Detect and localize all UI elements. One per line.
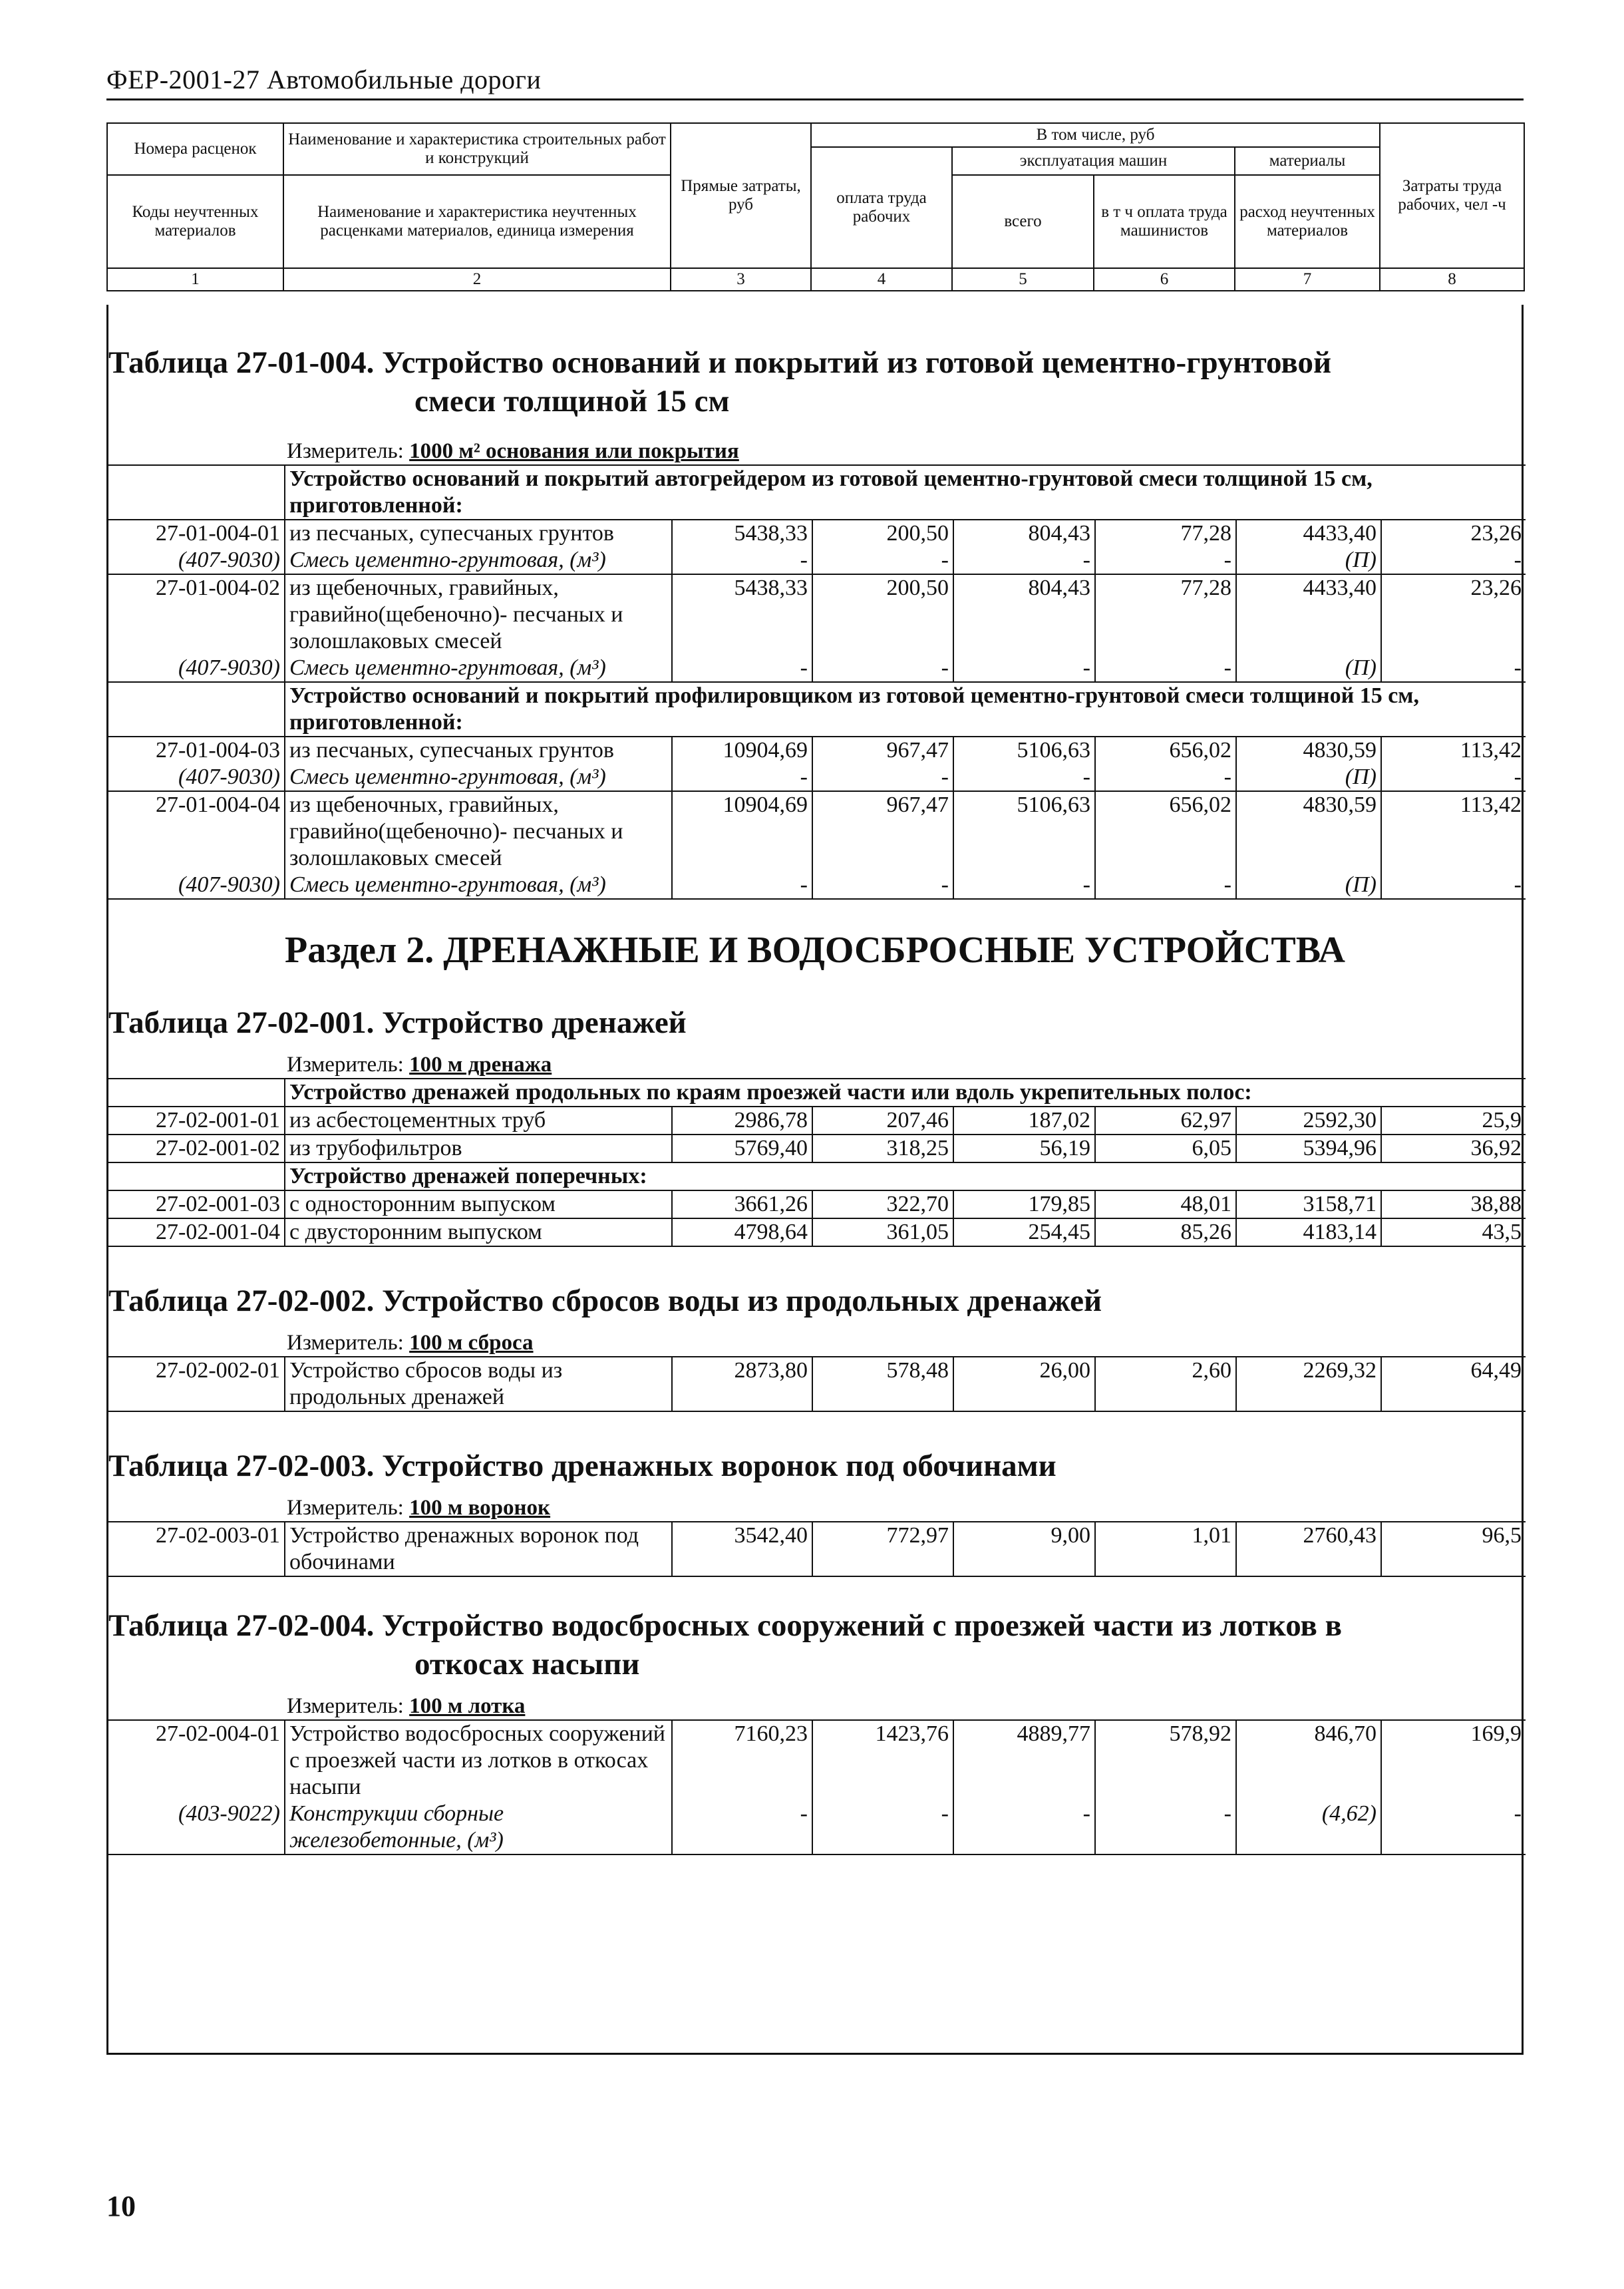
machines-total: 4889,77 — [953, 1720, 1095, 1801]
labor-hours: 96,5 — [1381, 1522, 1526, 1576]
group-row — [108, 1162, 1526, 1190]
machines-total: 187,02 — [953, 1107, 1095, 1135]
table-title-27-02-002: Таблица 27-02-002. Устройство сбросов воды из продольных дренажей — [108, 1284, 1102, 1318]
header-col1-bottom: Коды неучтенных материалов — [107, 175, 283, 268]
table-row — [108, 1107, 1526, 1135]
material-code: (407-9030) — [108, 764, 285, 791]
dash: - — [1381, 764, 1526, 791]
table-title-line1: Таблица 27-02-004. Устройство водосбросных сооружений с проезжей части из лотков в — [108, 1608, 1343, 1643]
header-labor-hours: Затраты труда рабочих, чел -ч — [1380, 123, 1524, 268]
table-row — [108, 574, 1526, 655]
table-title-27-02-003: Таблица 27-02-003. Устройство дренажных воронок под обочинами — [108, 1449, 1056, 1483]
rate-code: 27-02-003-01 — [108, 1522, 285, 1576]
labor-pay: 1423,76 — [812, 1720, 953, 1801]
dash: - — [812, 547, 953, 574]
group-label: Устройство оснований и покрытий автогрейдером из готовой цементно-грунтовой смеси толщиной 15 см, приготовленной: — [285, 465, 1526, 520]
header-rule — [106, 98, 1524, 100]
drivers-pay: 48,01 — [1095, 1190, 1236, 1218]
material-usage: (П) — [1236, 655, 1381, 682]
meter-value: 100 м сброса — [409, 1331, 534, 1355]
dash: - — [1095, 1801, 1236, 1854]
column-header-table — [106, 122, 1525, 291]
material-code: (407-9030) — [108, 655, 285, 682]
group-row — [108, 682, 1526, 737]
drivers-pay: 77,28 — [1095, 520, 1236, 547]
material-row — [108, 655, 1526, 682]
material-row — [108, 872, 1526, 899]
header-num-7: 7 — [1235, 268, 1380, 291]
rate-code: 27-02-001-01 — [108, 1107, 285, 1135]
meter-value: 1000 м² основания или покрытия — [409, 439, 739, 463]
group-row — [108, 1079, 1526, 1107]
machines-total: 5106,63 — [953, 737, 1095, 764]
drivers-pay: 578,92 — [1095, 1720, 1236, 1801]
data-table-27-01-004 — [108, 464, 1526, 900]
content-frame — [106, 305, 1524, 2055]
dash: - — [953, 872, 1095, 899]
table-row — [108, 1522, 1526, 1576]
material-row — [108, 547, 1526, 574]
header-unaccounted: расход неучтенных материалов — [1235, 175, 1380, 268]
labor-pay: 318,25 — [812, 1135, 953, 1162]
rate-code: 27-01-004-01 — [108, 520, 285, 547]
labor-pay: 200,50 — [812, 574, 953, 655]
header-num-4: 4 — [811, 268, 952, 291]
work-name: из песчаных, супесчаных грунтов — [285, 520, 672, 547]
machines-total: 179,85 — [953, 1190, 1095, 1218]
meter-value: 100 м воронок — [409, 1496, 551, 1520]
drivers-pay: 77,28 — [1095, 574, 1236, 655]
meter-27-02-002 — [108, 1329, 1522, 1356]
labor-hours: 43,5 — [1381, 1218, 1526, 1246]
material-name: Смесь цементно-грунтовая, (м³) — [285, 547, 672, 574]
group-label: Устройство оснований и покрытий профилировщиком из готовой цементно-грунтовой смеси толщиной 15 см, приготовленной: — [285, 682, 1526, 737]
table-row — [108, 737, 1526, 764]
header-materials: материалы — [1235, 147, 1380, 175]
material-code: (407-9030) — [108, 872, 285, 899]
meter-value: 100 м лотка — [409, 1694, 526, 1718]
meter-prefix: Измеритель: — [287, 1053, 410, 1077]
meter-prefix: Измеритель: — [287, 1331, 410, 1355]
direct-cost: 2986,78 — [672, 1107, 812, 1135]
dash: - — [1381, 547, 1526, 574]
work-name: Устройство дренажных воронок под обочинами — [285, 1522, 672, 1576]
header-num-1: 1 — [107, 268, 283, 291]
group-label: Устройство дренажей поперечных: — [285, 1162, 1526, 1190]
labor-hours: 38,88 — [1381, 1190, 1526, 1218]
header-num-5: 5 — [952, 268, 1094, 291]
header-col2-bottom: Наименование и характеристика неучтенных расценками материалов, единица измерения — [283, 175, 671, 268]
page-number: 10 — [106, 2190, 136, 2222]
material-usage: (П) — [1236, 872, 1381, 899]
machines-total: 804,43 — [953, 520, 1095, 547]
work-name: Устройство водосбросных сооружений с проезжей части из лотков в откосах насыпи — [285, 1720, 672, 1801]
material-code: (407-9030) — [108, 547, 285, 574]
machines-total: 254,45 — [953, 1218, 1095, 1246]
materials-cost: 4433,40 — [1236, 520, 1381, 547]
header-num-6: 6 — [1094, 268, 1235, 291]
header-machines: эксплуатация машин — [952, 147, 1235, 175]
rate-code: 27-01-004-02 — [108, 574, 285, 655]
machines-total: 26,00 — [953, 1357, 1095, 1411]
header-col3: Прямые затраты, руб — [671, 123, 811, 268]
labor-pay: 322,70 — [812, 1190, 953, 1218]
dash: - — [812, 1801, 953, 1854]
direct-cost: 3661,26 — [672, 1190, 812, 1218]
header-col2-top: Наименование и характеристика строительных работ и конструкций — [283, 123, 671, 175]
material-usage: (П) — [1236, 764, 1381, 791]
machines-total: 804,43 — [953, 574, 1095, 655]
material-name: Смесь цементно-грунтовая, (м³) — [285, 764, 672, 791]
material-usage: (4,62) — [1236, 1801, 1381, 1854]
header-num-3: 3 — [671, 268, 811, 291]
header-num-8: 8 — [1380, 268, 1524, 291]
meter-27-01-004 — [108, 438, 1522, 464]
drivers-pay: 656,02 — [1095, 791, 1236, 872]
drivers-pay: 2,60 — [1095, 1357, 1236, 1411]
labor-hours: 23,26 — [1381, 520, 1526, 547]
group-row — [108, 465, 1526, 520]
drivers-pay: 1,01 — [1095, 1522, 1236, 1576]
direct-cost: 10904,69 — [672, 791, 812, 872]
labor-pay: 772,97 — [812, 1522, 953, 1576]
header-total: всего — [952, 175, 1094, 268]
meter-value: 100 м дренажа — [409, 1053, 552, 1077]
table-title-line1: Таблица 27-01-004. Устройство оснований и покрытий из готовой цементно-грунтовой — [108, 345, 1332, 380]
dash: - — [672, 764, 812, 791]
dash: - — [672, 547, 812, 574]
materials-cost: 2760,43 — [1236, 1522, 1381, 1576]
materials-cost: 4183,14 — [1236, 1218, 1381, 1246]
labor-pay: 967,47 — [812, 737, 953, 764]
material-usage: (П) — [1236, 547, 1381, 574]
dash: - — [812, 655, 953, 682]
direct-cost: 5769,40 — [672, 1135, 812, 1162]
rate-code: 27-02-001-02 — [108, 1135, 285, 1162]
work-name: из песчаных, супесчаных грунтов — [285, 737, 672, 764]
header-col1-top: Номера расценок — [107, 123, 283, 175]
table-row — [108, 1357, 1526, 1411]
dash: - — [672, 655, 812, 682]
labor-pay: 200,50 — [812, 520, 953, 547]
dash: - — [812, 872, 953, 899]
meter-27-02-001 — [108, 1051, 1522, 1078]
labor-hours: 64,49 — [1381, 1357, 1526, 1411]
materials-cost: 3158,71 — [1236, 1190, 1381, 1218]
drivers-pay: 62,97 — [1095, 1107, 1236, 1135]
work-name: Устройство сбросов воды из продольных дренажей — [285, 1357, 672, 1411]
dash: - — [953, 655, 1095, 682]
labor-hours: 113,42 — [1381, 737, 1526, 764]
table-row — [108, 791, 1526, 872]
meter-27-02-004 — [108, 1693, 1522, 1719]
rate-code: 27-02-001-03 — [108, 1190, 285, 1218]
table-row — [108, 1218, 1526, 1246]
dash: - — [1095, 872, 1236, 899]
dash: - — [672, 1801, 812, 1854]
material-name: Смесь цементно-грунтовая, (м³) — [285, 655, 672, 682]
materials-cost: 5394,96 — [1236, 1135, 1381, 1162]
machines-total: 9,00 — [953, 1522, 1095, 1576]
machines-total: 5106,63 — [953, 791, 1095, 872]
material-name: Смесь цементно-грунтовая, (м³) — [285, 872, 672, 899]
data-table-27-02-001 — [108, 1078, 1526, 1247]
running-head: ФЕР-2001-27 Автомобильные дороги — [106, 65, 542, 94]
dash: - — [672, 872, 812, 899]
rate-code: 27-02-002-01 — [108, 1357, 285, 1411]
dash: - — [1095, 547, 1236, 574]
material-row — [108, 1801, 1526, 1854]
header-num-2: 2 — [283, 268, 671, 291]
table-row — [108, 1720, 1526, 1801]
rate-code: 27-01-004-04 — [108, 791, 285, 872]
materials-cost: 4830,59 — [1236, 737, 1381, 764]
meter-prefix: Измеритель: — [287, 1496, 410, 1520]
labor-hours: 113,42 — [1381, 791, 1526, 872]
data-table-27-02-002 — [108, 1356, 1526, 1412]
section-title: Раздел 2. ДРЕНАЖНЫЕ И ВОДОСБРОСНЫЕ УСТРОЙСТВА — [285, 930, 1345, 971]
drivers-pay: 6,05 — [1095, 1135, 1236, 1162]
dash: - — [1095, 655, 1236, 682]
drivers-pay: 85,26 — [1095, 1218, 1236, 1246]
labor-pay: 207,46 — [812, 1107, 953, 1135]
table-row — [108, 1190, 1526, 1218]
materials-cost: 4433,40 — [1236, 574, 1381, 655]
direct-cost: 5438,33 — [672, 520, 812, 547]
labor-pay: 967,47 — [812, 791, 953, 872]
work-name: из щебеночных, гравийных, гравийно(щебеночно)- песчаных и золошлаковых смесей — [285, 791, 672, 872]
direct-cost: 10904,69 — [672, 737, 812, 764]
rate-code: 27-01-004-03 — [108, 737, 285, 764]
direct-cost: 4798,64 — [672, 1218, 812, 1246]
work-name: из асбестоцементных труб — [285, 1107, 672, 1135]
dash: - — [953, 764, 1095, 791]
material-name: Конструкции сборные железобетонные, (м³) — [285, 1801, 672, 1854]
direct-cost: 5438,33 — [672, 574, 812, 655]
labor-hours: 169,9 — [1381, 1720, 1526, 1801]
direct-cost: 3542,40 — [672, 1522, 812, 1576]
work-name: с двусторонним выпуском — [285, 1218, 672, 1246]
labor-hours: 23,26 — [1381, 574, 1526, 655]
drivers-pay: 656,02 — [1095, 737, 1236, 764]
materials-cost: 846,70 — [1236, 1720, 1381, 1801]
dash: - — [1381, 872, 1526, 899]
dash: - — [953, 1801, 1095, 1854]
header-incl-drivers: в т ч оплата труда машинистов — [1094, 175, 1235, 268]
dash: - — [953, 547, 1095, 574]
work-name: из трубофильтров — [285, 1135, 672, 1162]
dash: - — [812, 764, 953, 791]
machines-total: 56,19 — [953, 1135, 1095, 1162]
labor-hours: 25,9 — [1381, 1107, 1526, 1135]
work-name: с односторонним выпуском — [285, 1190, 672, 1218]
header-labor-pay: оплата труда рабочих — [811, 147, 952, 268]
meter-27-02-003 — [108, 1495, 1522, 1521]
labor-pay: 361,05 — [812, 1218, 953, 1246]
meter-prefix: Измеритель: — [287, 439, 410, 463]
table-title-line2: откосах насыпи — [414, 1647, 640, 1681]
material-row — [108, 764, 1526, 791]
dash: - — [1381, 655, 1526, 682]
data-table-27-02-003 — [108, 1521, 1526, 1577]
table-title-27-02-004 — [108, 1606, 1522, 1683]
header-in-that: В том числе, руб — [811, 123, 1380, 147]
material-code: (403-9022) — [108, 1801, 285, 1854]
direct-cost: 2873,80 — [672, 1357, 812, 1411]
labor-pay: 578,48 — [812, 1357, 953, 1411]
materials-cost: 2269,32 — [1236, 1357, 1381, 1411]
materials-cost: 4830,59 — [1236, 791, 1381, 872]
data-table-27-02-004 — [108, 1719, 1526, 1855]
group-label: Устройство дренажей продольных по краям проезжей части или вдоль укрепительных полос: — [285, 1079, 1526, 1107]
table-title-line2: смеси толщиной 15 см — [414, 384, 730, 419]
direct-cost: 7160,23 — [672, 1720, 812, 1801]
work-name: из щебеночных, гравийных, гравийно(щебеночно)- песчаных и золошлаковых смесей — [285, 574, 672, 655]
dash: - — [1095, 764, 1236, 791]
rate-code: 27-02-001-04 — [108, 1218, 285, 1246]
table-row — [108, 1135, 1526, 1162]
table-title-27-01-004 — [108, 343, 1522, 421]
table-row — [108, 520, 1526, 547]
rate-code: 27-02-004-01 — [108, 1720, 285, 1801]
labor-hours: 36,92 — [1381, 1135, 1526, 1162]
table-title-27-02-001: Таблица 27-02-001. Устройство дренажей — [108, 1005, 687, 1040]
dash: - — [1381, 1801, 1526, 1854]
materials-cost: 2592,30 — [1236, 1107, 1381, 1135]
meter-prefix: Измеритель: — [287, 1694, 410, 1718]
